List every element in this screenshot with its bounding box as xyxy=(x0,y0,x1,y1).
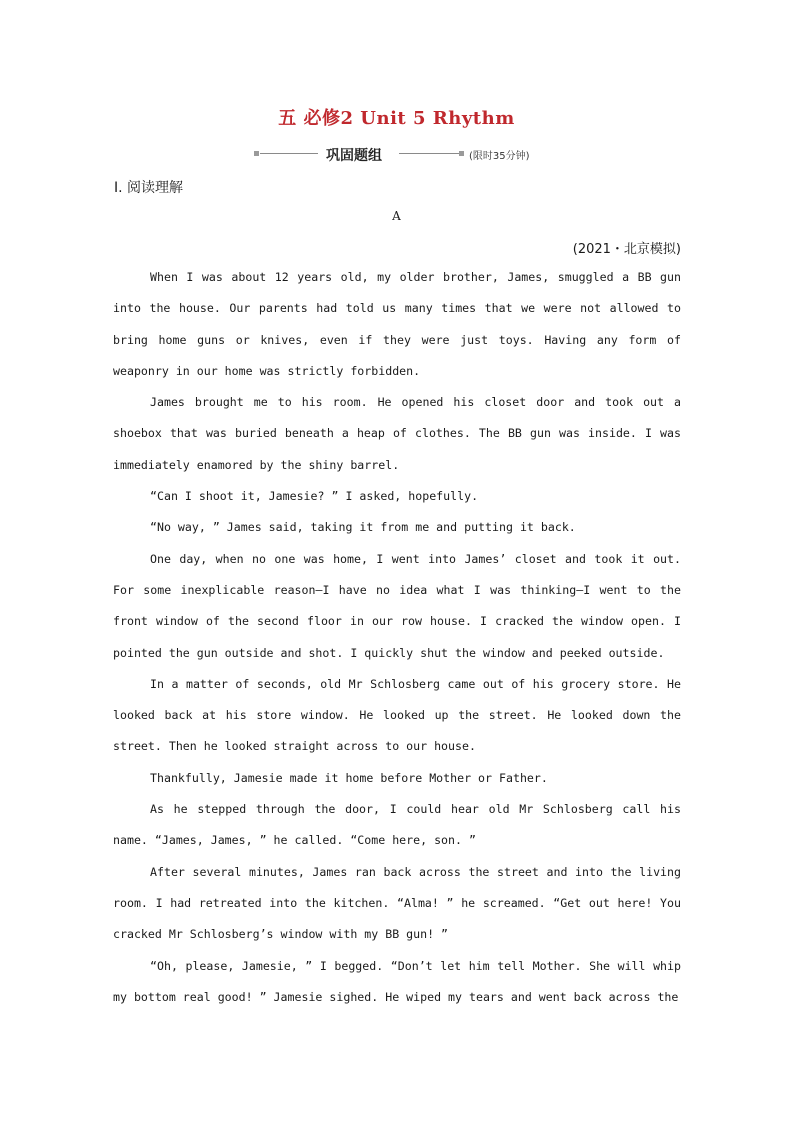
section-banner xyxy=(254,145,554,163)
paragraph: “Oh, please, Jamesie, ” I begged. “Don’t let him tell Mother. She will whip my bottom real good! ” Jamesie sighed. He wiped my tears and went back across the xyxy=(113,958,681,1004)
passage-letter: A xyxy=(392,209,401,223)
paragraph: “No way, ” James said, taking it from me and putting it back. xyxy=(150,520,576,535)
paragraph: One day, when no one was home, I went into James’ closet and took it out. For some inexplicable reason—I have no idea what I was thinking—I went to the front window of the second floor in our row house. I cracked the window open. I pointed the gun outside and shot. I quickly shut the window and peeked outside. xyxy=(113,551,681,660)
part-heading: Ⅰ. 阅读理解 xyxy=(114,180,184,196)
paragraph: In a matter of seconds, old Mr Schlosberg came out of his grocery store. He looked back at his store window. He looked up the street. He looked down the street. Then he looked straight across to our house. xyxy=(113,676,681,754)
banner-right-line xyxy=(399,153,459,154)
paragraph: “Can I shoot it, Jamesie? ” I asked, hopefully. xyxy=(150,489,479,504)
banner-left-line xyxy=(260,153,318,154)
banner-left-dot xyxy=(254,151,259,156)
section-label: 巩固题组 xyxy=(326,148,382,164)
paragraph: After several minutes, James ran back across the street and into the living room. I had retreated into the kitchen. “Alma! ” he screamed. “Get out here! You cracked Mr Schlosberg’s window with my BB gun! ” xyxy=(113,864,681,942)
paragraph: As he stepped through the door, I could hear old Mr Schlosberg call his name. “James, James, ” he called. “Come here, son. ” xyxy=(113,802,681,848)
passage-source: (2021・北京模拟) xyxy=(572,242,681,257)
time-limit-note: (限时35分钟) xyxy=(469,151,530,162)
page-title: 五 必修2 Unit 5 Rhythm xyxy=(278,108,515,129)
passage-body xyxy=(113,262,681,1013)
paragraph: When I was about 12 years old, my older brother, James, smuggled a BB gun into the house. Our parents had told us many times that we were not allowed to bring home guns or knives, even if they were just toys. Having any form of weaponry in our home was strictly forbidden. xyxy=(113,270,681,378)
paragraph: Thankfully, Jamesie made it home before Mother or Father. xyxy=(150,770,548,785)
paragraph: James brought me to his room. He opened his closet door and took out a shoebox that was buried beneath a heap of clothes. The BB gun was inside. I was immediately enamored by the shiny barrel. xyxy=(113,395,681,472)
banner-right-dot xyxy=(459,151,464,156)
